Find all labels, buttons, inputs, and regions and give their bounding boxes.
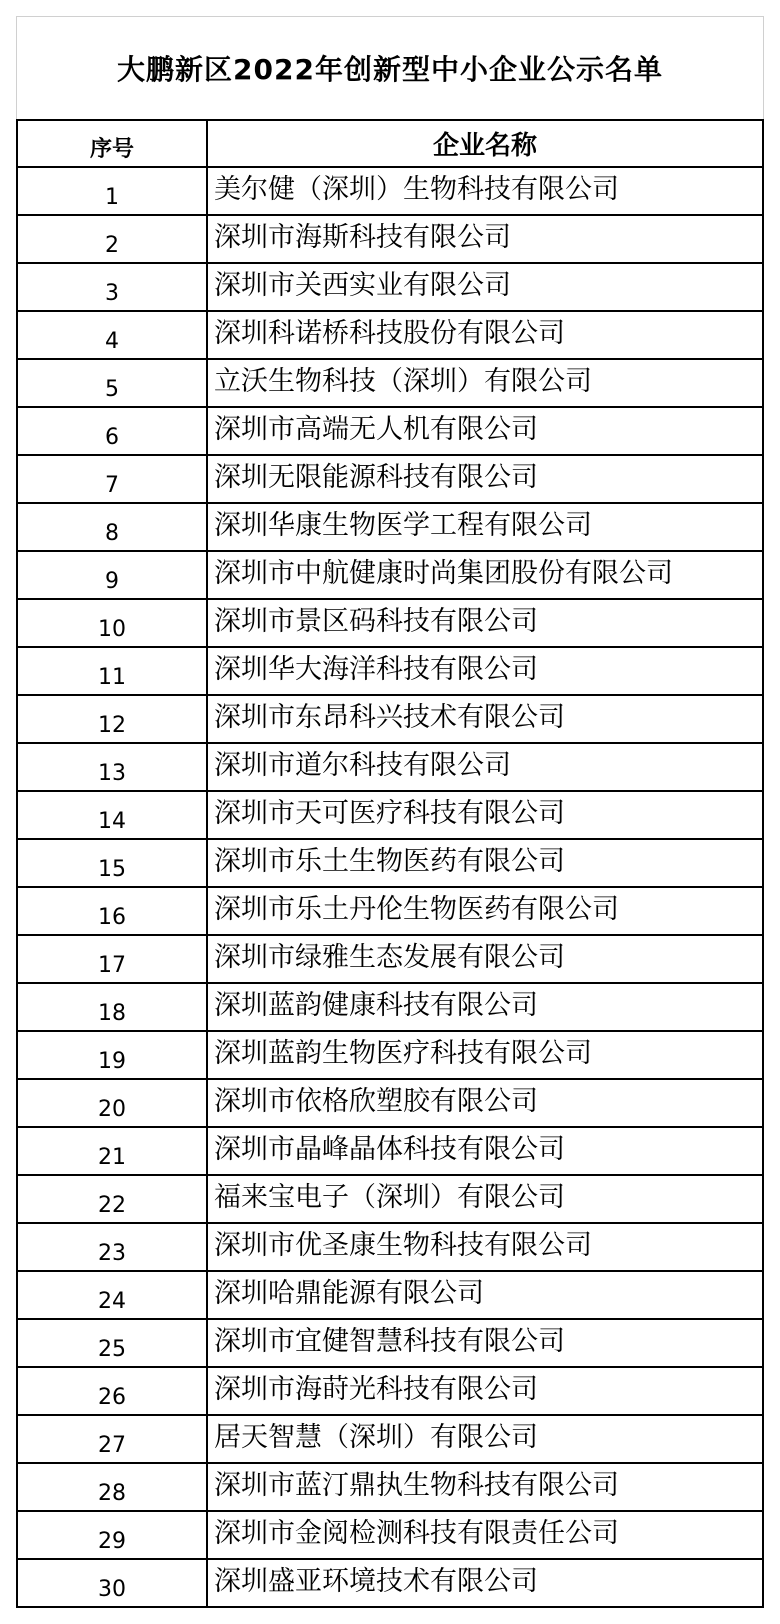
table-row	[17, 215, 763, 263]
table-row	[17, 983, 763, 1031]
company-name-cell: 深圳科诺桥科技股份有限公司	[207, 311, 763, 359]
table-row	[17, 551, 763, 599]
table-row	[17, 1367, 763, 1415]
company-name-cell: 深圳市天可医疗科技有限公司	[207, 791, 763, 839]
table-row	[17, 1559, 763, 1607]
company-name-cell: 深圳蓝韵健康科技有限公司	[207, 983, 763, 1031]
company-name-cell: 深圳市金阅检测科技有限责任公司	[207, 1511, 763, 1559]
company-name-cell: 深圳市优圣康生物科技有限公司	[207, 1223, 763, 1271]
table-row	[17, 839, 763, 887]
serial-number-cell: 7	[17, 455, 207, 503]
table-row	[17, 1175, 763, 1223]
company-name-cell: 深圳市依格欣塑胶有限公司	[207, 1079, 763, 1127]
serial-number-cell: 15	[17, 839, 207, 887]
serial-number-cell: 21	[17, 1127, 207, 1175]
serial-number-cell: 10	[17, 599, 207, 647]
company-name-cell: 深圳市中航健康时尚集团股份有限公司	[207, 551, 763, 599]
table-row	[17, 1127, 763, 1175]
serial-number-cell: 22	[17, 1175, 207, 1223]
table-row	[17, 167, 763, 215]
serial-number-cell: 17	[17, 935, 207, 983]
serial-number-cell: 3	[17, 263, 207, 311]
company-name-cell: 深圳市高端无人机有限公司	[207, 407, 763, 455]
serial-number-cell: 16	[17, 887, 207, 935]
table-row	[17, 887, 763, 935]
serial-number-cell: 19	[17, 1031, 207, 1079]
table-row	[17, 503, 763, 551]
serial-number-cell: 28	[17, 1463, 207, 1511]
table-row	[17, 359, 763, 407]
table-row	[17, 1031, 763, 1079]
table-row	[17, 1463, 763, 1511]
table-row	[17, 695, 763, 743]
company-name-cell: 深圳市景区码科技有限公司	[207, 599, 763, 647]
company-name-cell: 居天智慧（深圳）有限公司	[207, 1415, 763, 1463]
table-row	[17, 1511, 763, 1559]
table-row	[17, 455, 763, 503]
company-table	[16, 119, 764, 1608]
table-row	[17, 599, 763, 647]
table-row	[17, 407, 763, 455]
serial-number-cell: 27	[17, 1415, 207, 1463]
company-name-cell: 深圳市晶峰晶体科技有限公司	[207, 1127, 763, 1175]
serial-number-cell: 26	[17, 1367, 207, 1415]
serial-number-cell: 14	[17, 791, 207, 839]
company-name-cell: 深圳盛亚环境技术有限公司	[207, 1559, 763, 1607]
company-name-cell: 深圳华大海洋科技有限公司	[207, 647, 763, 695]
company-name-cell: 深圳市乐土丹伦生物医药有限公司	[207, 887, 763, 935]
serial-number-cell: 13	[17, 743, 207, 791]
serial-number-cell: 12	[17, 695, 207, 743]
table-row	[17, 1079, 763, 1127]
table-row	[17, 1319, 763, 1367]
company-name-cell: 美尔健（深圳）生物科技有限公司	[207, 167, 763, 215]
table-row	[17, 311, 763, 359]
company-name-cell: 深圳蓝韵生物医疗科技有限公司	[207, 1031, 763, 1079]
serial-number-cell: 4	[17, 311, 207, 359]
serial-number-cell: 11	[17, 647, 207, 695]
serial-number-cell: 23	[17, 1223, 207, 1271]
company-name-cell: 深圳市宜健智慧科技有限公司	[207, 1319, 763, 1367]
page-title: 大鹏新区2022年创新型中小企业公示名单	[16, 16, 764, 119]
serial-number-cell: 30	[17, 1559, 207, 1607]
serial-number-cell: 24	[17, 1271, 207, 1319]
serial-number-cell: 6	[17, 407, 207, 455]
table-row	[17, 791, 763, 839]
table-row	[17, 1271, 763, 1319]
serial-number-cell: 2	[17, 215, 207, 263]
header-serial-number: 序号	[17, 120, 207, 167]
company-name-cell: 深圳市海斯科技有限公司	[207, 215, 763, 263]
company-name-cell: 立沃生物科技（深圳）有限公司	[207, 359, 763, 407]
company-name-cell: 深圳市蓝汀鼎执生物科技有限公司	[207, 1463, 763, 1511]
table-row	[17, 263, 763, 311]
serial-number-cell: 8	[17, 503, 207, 551]
serial-number-cell: 9	[17, 551, 207, 599]
serial-number-cell: 18	[17, 983, 207, 1031]
company-name-cell: 深圳哈鼎能源有限公司	[207, 1271, 763, 1319]
table-row	[17, 935, 763, 983]
company-name-cell: 福来宝电子（深圳）有限公司	[207, 1175, 763, 1223]
table-row	[17, 1415, 763, 1463]
company-name-cell: 深圳市东昂科兴技术有限公司	[207, 695, 763, 743]
announcement-sheet	[16, 16, 764, 1608]
table-row	[17, 647, 763, 695]
serial-number-cell: 25	[17, 1319, 207, 1367]
company-name-cell: 深圳华康生物医学工程有限公司	[207, 503, 763, 551]
company-name-cell: 深圳市道尔科技有限公司	[207, 743, 763, 791]
company-name-cell: 深圳市绿雅生态发展有限公司	[207, 935, 763, 983]
table-header-row	[17, 120, 763, 167]
company-name-cell: 深圳无限能源科技有限公司	[207, 455, 763, 503]
table-row	[17, 743, 763, 791]
serial-number-cell: 1	[17, 167, 207, 215]
table-row	[17, 1223, 763, 1271]
header-company-name: 企业名称	[207, 120, 763, 167]
company-name-cell: 深圳市乐土生物医药有限公司	[207, 839, 763, 887]
serial-number-cell: 20	[17, 1079, 207, 1127]
company-name-cell: 深圳市海莳光科技有限公司	[207, 1367, 763, 1415]
company-name-cell: 深圳市关西实业有限公司	[207, 263, 763, 311]
serial-number-cell: 29	[17, 1511, 207, 1559]
serial-number-cell: 5	[17, 359, 207, 407]
